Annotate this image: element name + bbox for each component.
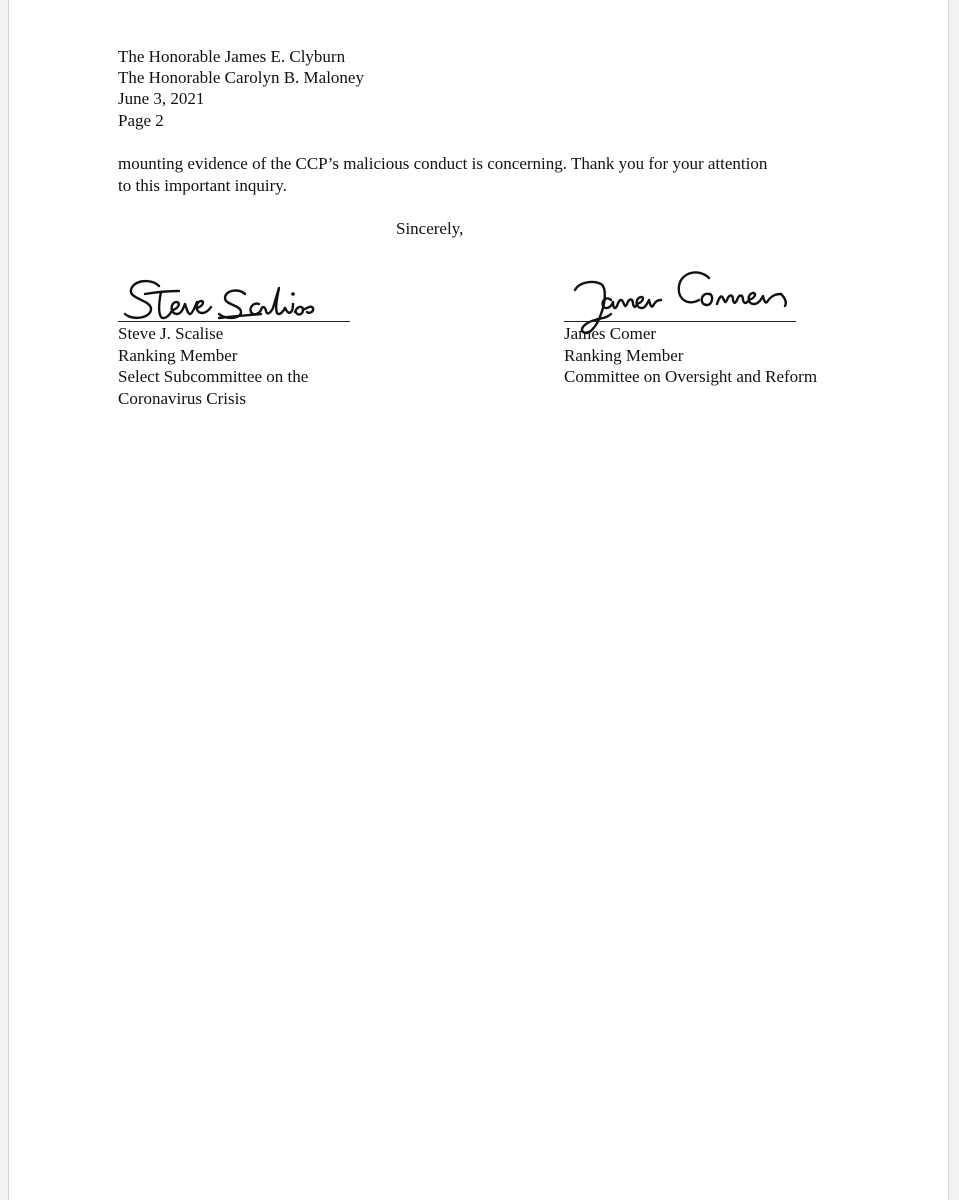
signatory-left-committee-1: Select Subcommittee on the (118, 367, 309, 386)
signatory-right-name: James Comer (564, 324, 657, 343)
body-line-1: mounting evidence of the CCP’s malicious conduct is concerning. Thank you for your attention (118, 154, 768, 173)
signatory-left-name: Steve J. Scalise (118, 324, 224, 343)
document-page (8, 0, 949, 1200)
letter-date: June 3, 2021 (118, 89, 205, 108)
page-number: Page 2 (118, 111, 164, 130)
signatory-left-title: Ranking Member (118, 346, 238, 365)
signatory-right-committee: Committee on Oversight and Reform (564, 367, 818, 386)
signatory-right-title: Ranking Member (564, 346, 684, 365)
body-line-2: to this important inquiry. (118, 176, 287, 195)
signatory-left-committee-2: Coronavirus Crisis (118, 389, 246, 408)
signature-scalise (121, 272, 321, 327)
recipient-line-1: The Honorable James E. Clyburn (118, 47, 346, 66)
signature-line-right (564, 321, 796, 322)
closing-salutation: Sincerely, (396, 219, 464, 238)
recipient-line-2: The Honorable Carolyn B. Maloney (118, 68, 364, 87)
signature-line-left (118, 321, 350, 322)
